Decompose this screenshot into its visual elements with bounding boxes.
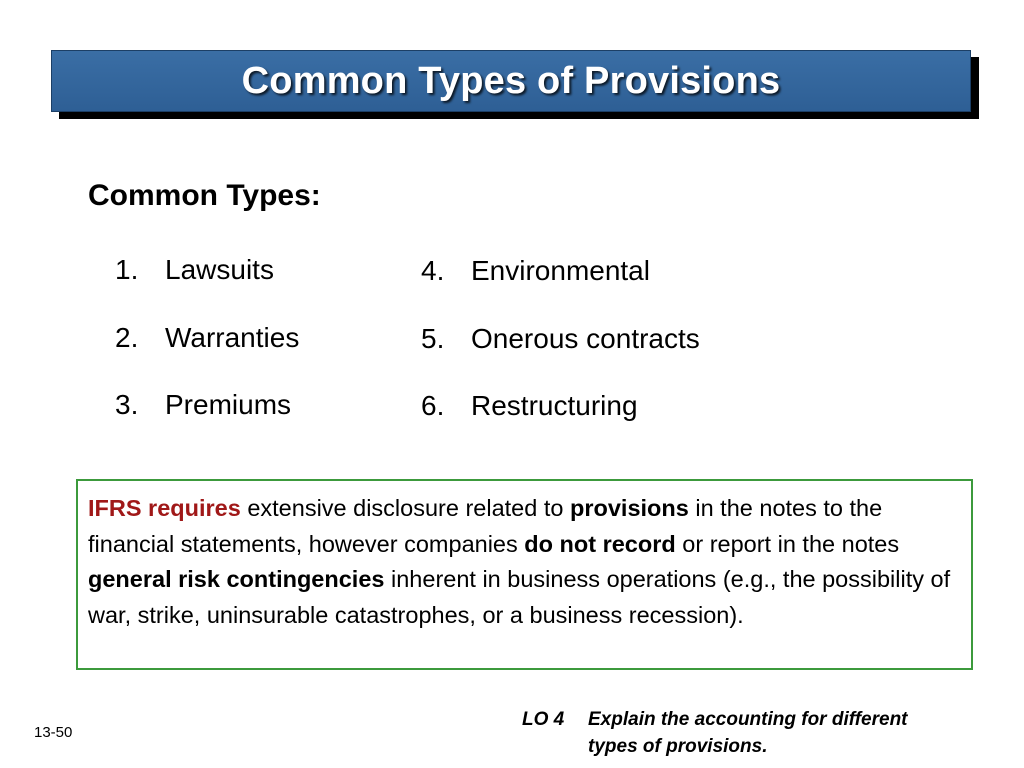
list-item [115, 254, 299, 322]
list-item [421, 255, 700, 323]
list-number: 1. [115, 254, 139, 285]
list-label: Warranties [165, 321, 300, 353]
note-text: extensive disclosure related to [240, 495, 570, 521]
note-emphasis-ifrs: IFRS requires [88, 495, 241, 521]
list-item [115, 389, 299, 457]
note-emphasis-do-not-record: do not record [524, 530, 676, 557]
provision-list-right [421, 255, 700, 458]
list-item [421, 323, 700, 391]
learning-objective-label: LO 4 [522, 709, 565, 730]
list-label: Lawsuits [165, 254, 274, 285]
note-emphasis-provisions: provisions [569, 495, 689, 521]
list-item [421, 390, 700, 458]
note-emphasis-contingencies: general risk contingencies [88, 566, 385, 592]
note-text: or report in the notes [675, 530, 900, 557]
list-label: Restructuring [471, 390, 638, 421]
learning-objective-line2: types of provisions. [588, 736, 768, 757]
learning-objective [522, 706, 908, 760]
list-number: 3. [115, 389, 139, 420]
learning-objective-text: Explain the accounting for different [588, 709, 908, 730]
ifrs-note-box [76, 479, 973, 670]
note-text: in the notes to the financial statements, however companies [88, 495, 883, 557]
list-number: 2. [115, 321, 139, 353]
note-text: inherent in business operations (e.g., the possibility of war, strike, uninsurable catastrophes, or a business recession). [88, 566, 951, 628]
list-number: 6. [421, 390, 445, 421]
slide-title: Common Types of Provisions [241, 59, 781, 102]
list-item [115, 322, 299, 390]
list-label: Onerous contracts [471, 322, 700, 354]
list-number: 5. [421, 322, 445, 354]
section-heading: Common Types: [88, 179, 321, 212]
list-label: Environmental [471, 255, 650, 286]
learning-objective-line1 [522, 706, 908, 733]
list-number: 4. [421, 255, 445, 286]
slide-number: 13-50 [34, 724, 73, 741]
title-bar [51, 50, 971, 112]
list-label: Premiums [165, 389, 292, 420]
provision-list-left [115, 254, 299, 457]
